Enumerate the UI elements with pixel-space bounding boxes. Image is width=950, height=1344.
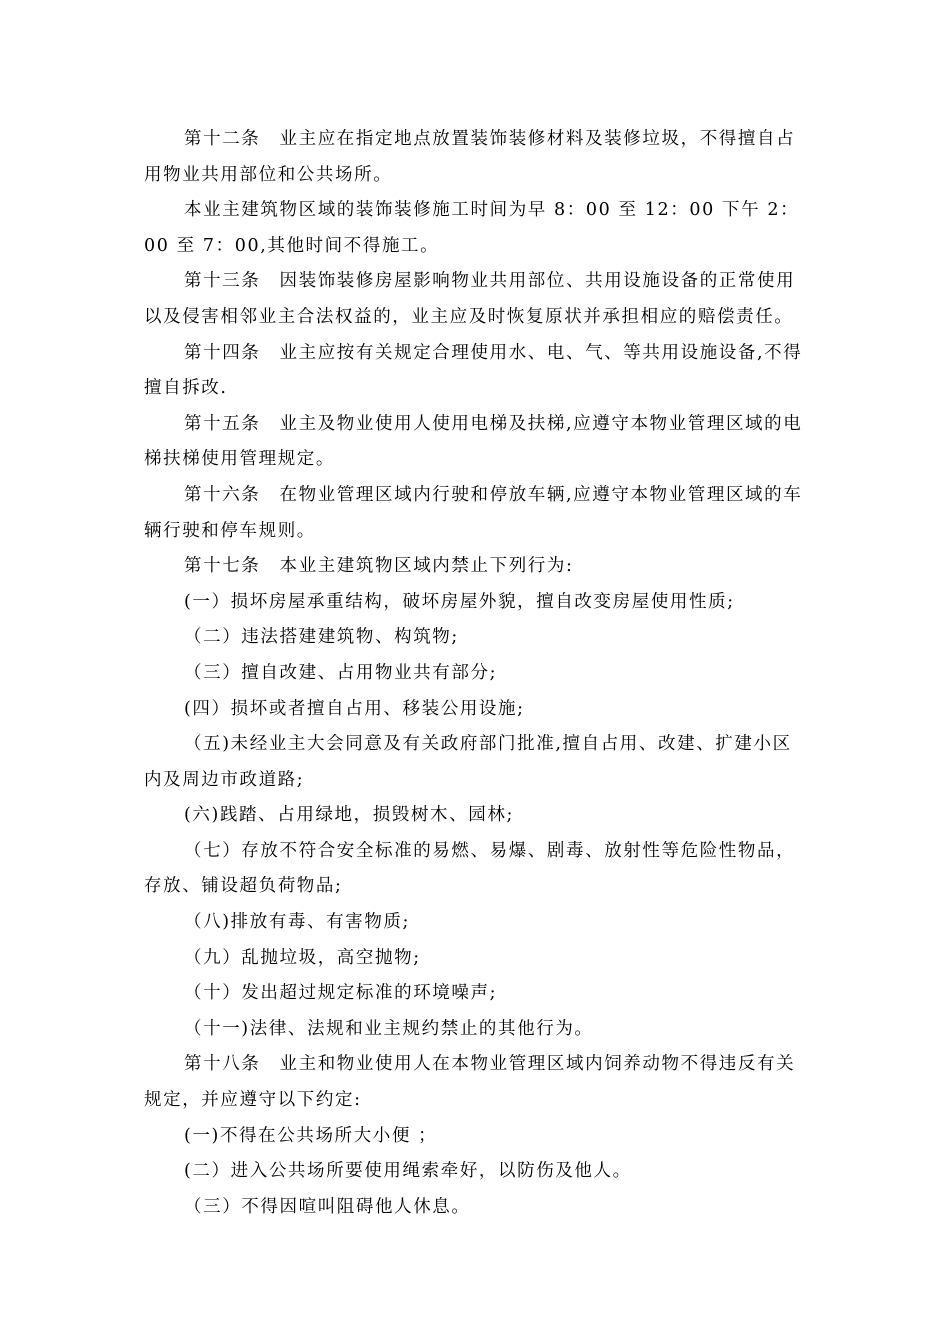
list-item: (一)不得在公共场所大小便 ； — [184, 1125, 438, 1146]
article-17-paragraph: 第十七条 本业主建筑物区域内禁止下列行为: — [184, 556, 574, 577]
list-item: (四）损坏或者擅自占用、移装公用设施; — [184, 698, 525, 719]
list-item: （十一)法律、法规和业主规约禁止的其他行为。 — [184, 1018, 594, 1039]
list-item: （八)排放有毒、有害物质; — [184, 912, 411, 933]
article-14-paragraph: 第十四条 业主应按有关规定合理使用水、电、气、等共用设施设备,不得擅自拆改. — [144, 342, 803, 399]
list-item: (一）损坏房屋承重结构，破坏房屋外貌，擅自改变房屋使用性质; — [184, 591, 735, 612]
article-18-paragraph: 第十八条 业主和物业使用人在本物业管理区域内饲养动物不得违反有关规定，并应遵守以下约定: — [144, 1054, 796, 1111]
list-item: (二）进入公共场所要使用绳索牵好，以防伤及他人。 — [184, 1161, 632, 1182]
article-16-paragraph: 第十六条 在物业管理区域内行驶和停放车辆,应遵守本物业管理区域的车辆行驶和停车规则。 — [144, 484, 803, 541]
list-item: （七）存放不符合安全标准的易燃、易爆、剧毒、放射性等危险性物品，存放、铺设超负荷物品; — [144, 840, 796, 897]
list-item: （二）违法搭建建筑物、构筑物; — [184, 627, 459, 648]
list-item: （三）擅自改建、占用物业共有部分; — [184, 662, 498, 683]
list-item: （十）发出超过规定标准的环境噪声; — [184, 983, 498, 1004]
article-13-paragraph: 第十三条 因装饰装修房屋影响物业共用部位、共用设施设备的正常使用以及侵害相邻业主合法权益的，业主应及时恢复原状并承担相应的赔偿责任。 — [144, 271, 796, 327]
article-12-paragraph: 第十二条 业主应在指定地点放置装饰装修材料及装修垃圾，不得擅自占用物业共用部位和公共场所。 — [144, 129, 796, 185]
construction-hours-paragraph: 本业主建筑物区域的装饰装修施工时间为早 8：00 至 12：00 下午 2：00 至 7：00,其他时间不得施工。 — [144, 200, 800, 256]
document-body — [144, 122, 806, 1225]
article-15-paragraph: 第十五条 业主及物业使用人使用电梯及扶梯,应遵守本物业管理区域的电梯扶梯使用管理规定。 — [144, 413, 803, 470]
list-item: （九）乱抛垃圾，高空抛物; — [184, 947, 421, 968]
list-item: (六)践踏、占用绿地，损毁树木、园林; — [184, 805, 514, 826]
list-item: （三）不得因喧叫阻碍他人休息。 — [184, 1196, 471, 1217]
list-item: （五)未经业主大会同意及有关政府部门批准,擅自占用、改建、扩建小区内及周边市政道路; — [144, 734, 792, 790]
